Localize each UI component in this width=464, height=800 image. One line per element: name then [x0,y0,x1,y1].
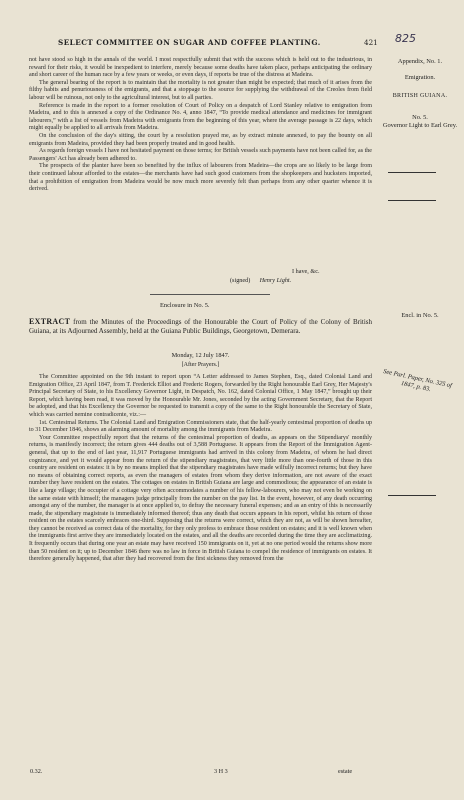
page-number: 421 [364,38,378,47]
paragraph: The Committee appointed on the 9th instant to report upon “A Letter addressed to James Stephen, Esq., dated Colonial Land and Emigration Office, 23 April 1847, from T. Frederick Elliot and Frederic Rogers, forwarded by the Right honourable Earl Grey, Her Majesty's Principal Secretary of State, to his Excellency Governor Light, in Despatch, No. 162, dated Colonial Office, 1 May 1847,” brought up their Report, which having been read, it was moved by the Honourable Mr. Jones, seconded by the acting Government Secretary, that the Report be adopted, and that his Excellency the Governor be requested to transmit a copy of the same to the Right honourable the Secretary of State, which was carried nemine contradicente, viz.:— [29,374,372,418]
paragraph: not have stood so high in the annals of the world. I most respectfully submit that with the success which is held out to the industrious, in reward for their risks, it would be inexpedient to interfere, merely because some deaths have taken place, perhaps anticipating the ordinary and short career of the human race by a few years or weeks, or even days, if reports be true of the distress at Madeira. [29,57,372,79]
margin-no5-desc: Governor Light to Earl Grey. [382,122,458,129]
extract-lead: EXTRACT [29,317,71,326]
closing: I have, &c. [292,268,320,275]
extract-heading [29,317,372,336]
enclosure-title: Enclosure in No. 5. [160,302,210,309]
pencil-mark [388,172,436,173]
extract-text: from the Minutes of the Proceedings of the Honourable the Court of Policy of the Colony of British Guiana, at its Adjourned Assembly, held at the Guiana Public Buildings, Georgetown, Demerara. [29,318,372,336]
prayers-line: [After Prayers.] [181,362,220,368]
pencil-mark [388,495,436,496]
paragraph: On the conclusion of the day's sitting, the court by a resolution prayed me, as by extract minute annexed, to pay the bounty on all emigrants from Madeira, provided they had been properly treated and in good health. [29,132,372,147]
handwritten-folio-number: 825 [395,32,416,45]
date-line: Monday, 12 July 1847. [171,352,230,359]
divider [150,294,270,295]
paragraph: 1st. Centesimal Returns. The Colonial Land and Emigration Commissioners state, that the half-yearly centesimal proportion of deaths up to 31 December 1846, shows an alarming amount of mortality among the immigrants from Madeira. [29,419,372,434]
paragraph: The general bearing of the report is to maintain that the mortality is not greater than might be expected; that much of it arises from the filthy habits and penuriousness of the emigrants, and that a stoppage to the source for supplying the withdrawal of the Creoles from field labour will be ruinous, not only to the agricultural interest, but to all parties. [29,79,372,101]
paragraph: As regards foreign vessels I have not hesitated payment on those terms; for British vessels such payments have not been called for, as the Passengers' Act has already been adhered to. [29,148,372,162]
letter-body [29,57,372,194]
printer-signature: 3 H 3 [214,768,228,775]
margin-british-guiana: BRITISH GUIANA. [392,93,448,99]
signed-label: (signed) [230,277,251,284]
margin-encl-label: Encl. in No. 5. [401,312,439,319]
enclosure-body [29,374,372,564]
paragraph: Reference is made in the report to a former resolution of Court of Policy on a despatch of Lord Stanley relative to emigration from Madeira, and to this is annexed a copy of the Ordinance No. 4, anno 1847, “To provide medical attendance and medicines for immigrant labourers,” with a list of vessels from Madeira with emigrants from the beginning of this year, where the average passage is 22 days, which might equally be applied to all arrivals from Madeira. [29,102,372,132]
footer-left-code: 0.32. [30,768,43,775]
running-title: SELECT COMMITTEE ON SUGAR AND COFFEE PLANTING. [58,38,321,47]
signature-line [230,277,291,284]
signed-name: Henry Light. [259,277,292,284]
margin-appendix: Appendix, No. 1. [397,58,443,65]
pencil-mark [388,200,436,201]
margin-no5-label: No. 5. [412,114,428,121]
catchword: estate [338,768,353,775]
margin-see-parl-paper: See Parl. Paper, No. 325 of 1847, p. 83. [382,368,453,394]
paragraph: Your Committee respectfully report that the returns of the centesimal proportion of deaths, as appears on the Stipendiarys' monthly returns, is manifestly incorrect; the return gives 444 deaths out of 3,588 Portuguese. It appears from the Report of the Immigration Agent-general, that up to the end of last year, 11,917 Portuguese immigrants had arrived in this colony from Madeira, of whom he had direct cognizance, and yet it would appear from the return of the stipendiary magistrates, that very little more than one-fourth of those in this country are resident on estates: it is by no means implied that the stipendiary magistrates have made wilfully incorrect returns; but they have no means of obtaining correct reports, as even the managers of estates from whom they derive information, are not aware of the exact number they have resident on the estates. The cottages on estates in British Guiana are large and commodious; the appearance of an estate is like a large village; the occupier of a cottage very often accommodates a number of his fellow-labourers, who may not even be working on the same estate with himself; the managers judge principally from the number on the pay list. In the event, however, of any death occurring amongst any of the number, the manager is at once applied to, to defray the necessary funeral expenses; and as an entry of this is necessarily made, the stipendiary magistrate is immediately informed thereof; thus any death that occurs appears in his report, whilst his return of those resident on the estates scarcely embraces one-third. Supposing that the returns were correct, which they are not, as will be shown hereafter, they cannot be received as correct data of the mortality, for they only profess to embrace those resident on estates; and it is well known when the immigrants first arrive they are immediately located on the estates, and all the deaths are recorded during the time they are acclimatizing. It frequently occurs that during one year an estate may have received 150 immigrants on it, yet at no one period would the returns show more than 50 resident on it; up to December 1846 there was no law in force in British Guiana to compel the residence of immigrants on estates. It therefore generally happened, that after they had recovered from the first sickness they removed from the [29,434,372,563]
paragraph: The prospects of the planter have been so benefited by the influx of labourers from Madeira—the crops are so likely to be large from their continued labour afforded to the estates—the merchants have had such good customers from the shopkeepers and hucksters imported, that a prohibition of emigration from Madeira would be now much more severely felt than perhaps from any other quarter whence it is derived. [29,163,372,193]
margin-emigration: Emigration. [404,74,436,81]
